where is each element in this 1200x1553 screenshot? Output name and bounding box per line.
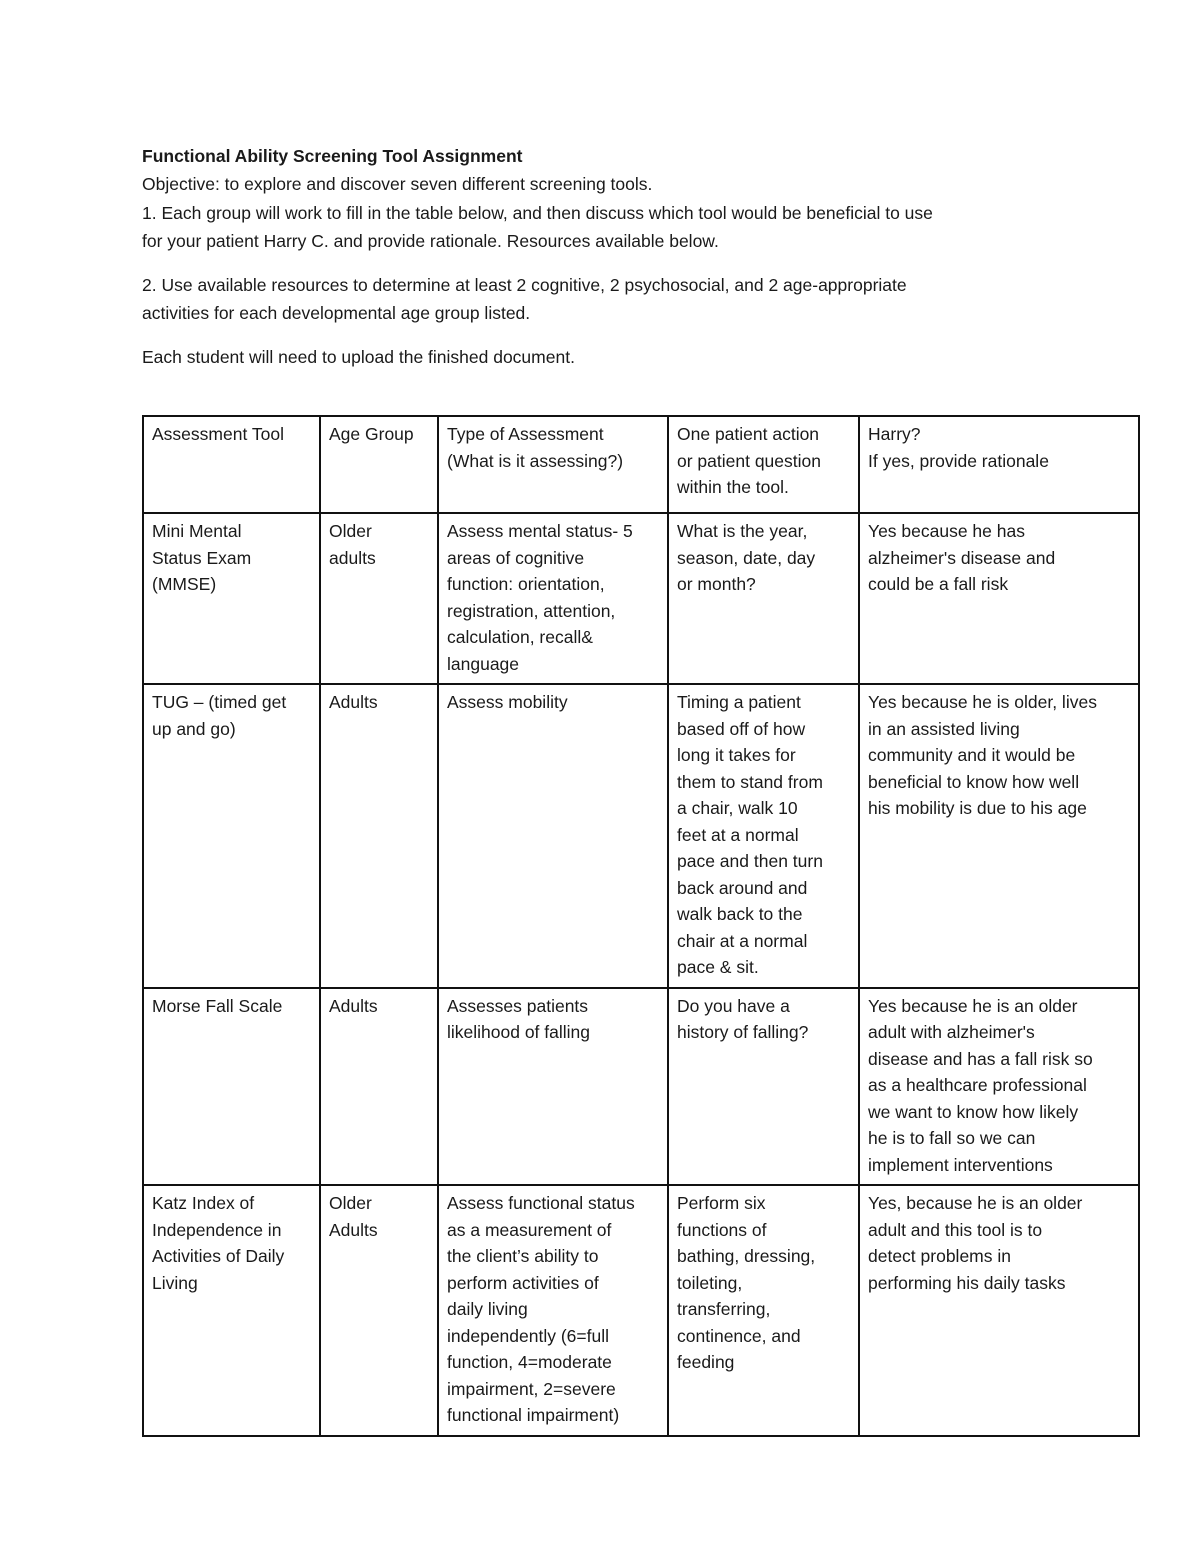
header-assessment-tool: Assessment Tool (143, 416, 320, 513)
table-header-row (143, 416, 1139, 513)
document-body (142, 142, 1142, 371)
instruction-2-line-1: 2. Use available resources to determine at least 2 cognitive, 2 psychosocial, and 2 age-appropriate (142, 274, 907, 295)
instruction-1-line-2: for your patient Harry C. and provide rationale. Resources available below. (142, 231, 719, 251)
table-row (143, 1185, 1139, 1436)
table-row (143, 988, 1139, 1186)
cell-type-of-assessment: Assess functional status as a measurement of the client’s ability to perform activities of daily living independently (6=full function, 4=moderate impairment, 2=severe functional impairment) (438, 1185, 668, 1436)
cell-harry-rationale: Yes because he has alzheimer's disease and could be a fall risk (859, 513, 1139, 684)
cell-age-group: Older Adults (320, 1185, 438, 1436)
cell-harry-rationale: Yes because he is an older adult with alzheimer's disease and has a fall risk so as a healthcare professional we want to know how likely he is to fall so we can implement interventions (859, 988, 1139, 1186)
cell-type-of-assessment: Assesses patients likelihood of falling (438, 988, 668, 1186)
instruction-2-line-2: activities for each developmental age group listed. (142, 303, 531, 323)
objective-text: Objective: to explore and discover seven different screening tools. (142, 174, 653, 194)
header-patient-action: One patient action or patient question within the tool. (668, 416, 859, 513)
paragraph-gap (142, 256, 1142, 271)
header-harry-rationale: Harry? If yes, provide rationale (859, 416, 1139, 513)
cell-patient-action: Timing a patient based off of how long it takes for them to stand from a chair, walk 10 feet at a normal pace and then turn back around and walk back to the chair at a normal pace & sit. (668, 684, 859, 988)
cell-assessment-tool: Katz Index of Independence in Activities of Daily Living (143, 1185, 320, 1436)
cell-harry-rationale: Yes because he is older, lives in an assisted living community and it would be beneficial to know how well his mobility is due to his age (859, 684, 1139, 988)
cell-age-group: Adults (320, 988, 438, 1186)
cell-type-of-assessment: Assess mobility (438, 684, 668, 988)
cell-patient-action: What is the year, season, date, day or month? (668, 513, 859, 684)
table-row (143, 684, 1139, 988)
cell-age-group: Older adults (320, 513, 438, 684)
instruction-1-line-1: 1. Each group will work to fill in the table below, and then discuss which tool would be beneficial to use (142, 202, 933, 223)
header-type-of-assessment: Type of Assessment (What is it assessing?) (438, 416, 668, 513)
upload-note: Each student will need to upload the finished document. (142, 346, 575, 367)
header-age-group: Age Group (320, 416, 438, 513)
cell-age-group: Adults (320, 684, 438, 988)
paragraph-gap (142, 328, 1142, 343)
cell-assessment-tool: TUG – (timed get up and go) (143, 684, 320, 988)
cell-assessment-tool: Mini Mental Status Exam (MMSE) (143, 513, 320, 684)
screening-tool-table (142, 415, 1140, 1437)
table-row (143, 513, 1139, 684)
cell-harry-rationale: Yes, because he is an older adult and this tool is to detect problems in performing his daily tasks (859, 1185, 1139, 1436)
cell-type-of-assessment: Assess mental status- 5 areas of cognitive function: orientation, registration, attention, calculation, recall& language (438, 513, 668, 684)
cell-assessment-tool: Morse Fall Scale (143, 988, 320, 1186)
cell-patient-action: Do you have a history of falling? (668, 988, 859, 1186)
cell-patient-action: Perform six functions of bathing, dressing, toileting, transferring, continence, and feeding (668, 1185, 859, 1436)
document-title: Functional Ability Screening Tool Assignment (142, 146, 523, 166)
